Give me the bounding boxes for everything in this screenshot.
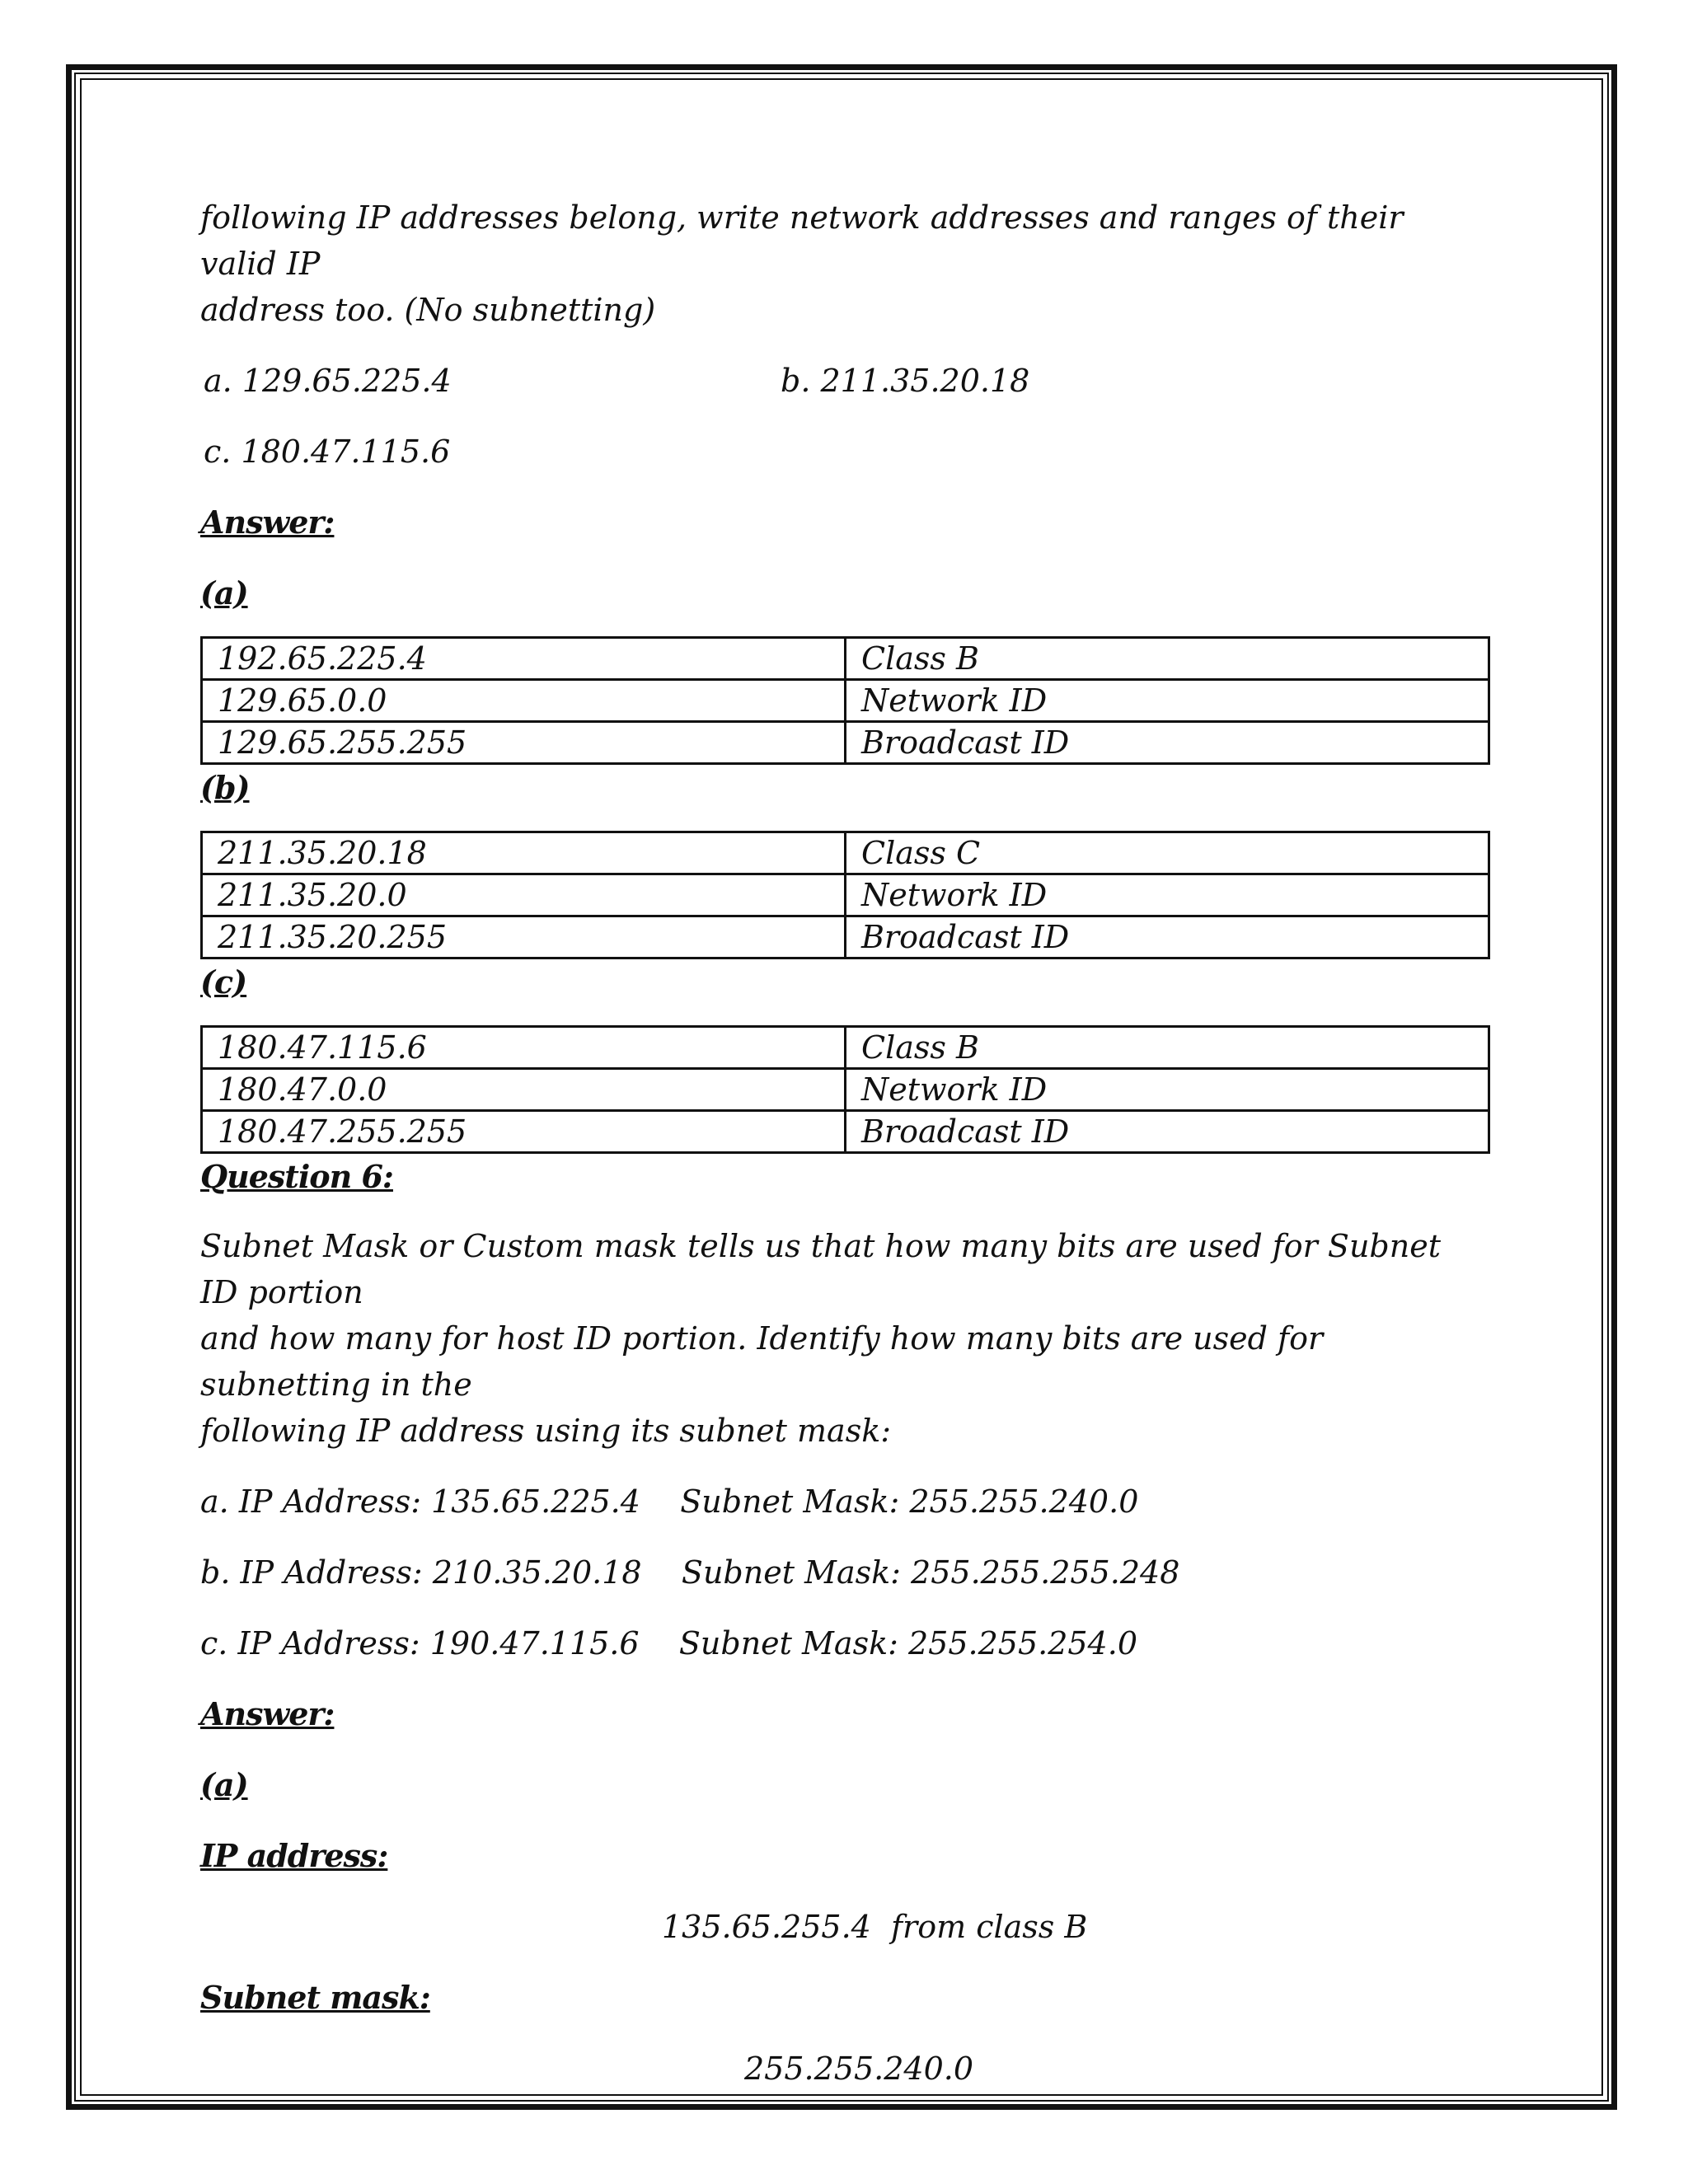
table-cell: Broadcast ID	[846, 916, 1489, 958]
subnet-mask-heading: Subnet mask:	[200, 1979, 430, 2016]
table-row	[202, 1069, 1489, 1111]
question-6-line-3: following IP address using its subnet mask:	[200, 1413, 892, 1449]
intro-line-1: following IP addresses belong, write network addresses and ranges of their valid IP	[200, 199, 1404, 282]
table-cell: 180.47.115.6	[202, 1027, 846, 1069]
table-cell: 192.65.225.4	[202, 638, 846, 680]
table-cell: 180.47.255.255	[202, 1111, 846, 1153]
table-row	[202, 832, 1489, 874]
part-a-label: (a)	[200, 574, 248, 612]
table-cell: Broadcast ID	[846, 722, 1489, 764]
table-part-c	[200, 1025, 1490, 1154]
table-row	[202, 1027, 1489, 1069]
table-row	[202, 1111, 1489, 1153]
subnet-mask-value: 255.255.240.0	[744, 2050, 974, 2087]
table-cell: 180.47.0.0	[202, 1069, 846, 1111]
table-part-b	[200, 831, 1490, 959]
q6-item-c: c. IP Address: 190.47.115.6 Subnet Mask: 255.255.254.0	[200, 1625, 1137, 1661]
intro-line-2: address too. (No subnetting)	[200, 292, 656, 328]
ip-address-heading: IP address:	[200, 1837, 388, 1874]
document-content	[200, 194, 1486, 2092]
table-row	[202, 680, 1489, 722]
question-6-heading: Question 6:	[200, 1158, 393, 1195]
table-cell: 129.65.255.255	[202, 722, 846, 764]
table-row	[202, 916, 1489, 958]
table-cell: 129.65.0.0	[202, 680, 846, 722]
q6-item-a: a. IP Address: 135.65.225.4 Subnet Mask: 255.255.240.0	[200, 1483, 1139, 1520]
table-cell: Network ID	[846, 1069, 1489, 1111]
part-c-label: (c)	[200, 963, 247, 1001]
answer-heading-1: Answer:	[200, 504, 335, 541]
q5-item-c: c. 180.47.115.6	[204, 434, 451, 470]
ip-address-value: 135.65.255.4 from class B	[662, 1909, 1088, 1945]
table-row	[202, 722, 1489, 764]
table-cell: Broadcast ID	[846, 1111, 1489, 1153]
table-cell: 211.35.20.18	[202, 832, 846, 874]
answer-heading-2: Answer:	[200, 1695, 335, 1732]
q5-item-a: a. 129.65.225.4	[204, 363, 452, 399]
table-cell: 211.35.20.255	[202, 916, 846, 958]
table-cell: Class C	[846, 832, 1489, 874]
table-cell: Class B	[846, 1027, 1489, 1069]
table-row	[202, 874, 1489, 916]
table-cell: 211.35.20.0	[202, 874, 846, 916]
q5-items-row-1	[200, 358, 1486, 404]
answer-2-part-a-label: (a)	[200, 1766, 248, 1803]
part-b-label: (b)	[200, 769, 250, 806]
table-cell: Network ID	[846, 874, 1489, 916]
table-row	[202, 638, 1489, 680]
table-cell: Network ID	[846, 680, 1489, 722]
q6-item-b: b. IP Address: 210.35.20.18 Subnet Mask: 255.255.255.248	[200, 1554, 1180, 1591]
question-6-line-2: and how many for host ID portion. Identify how many bits are used for subnetting in the	[200, 1320, 1324, 1403]
table-cell: Class B	[846, 638, 1489, 680]
q5-item-b: b. 211.35.20.18	[781, 363, 1030, 399]
table-part-a	[200, 636, 1490, 765]
question-6-line-1: Subnet Mask or Custom mask tells us that how many bits are used for Subnet ID portion	[200, 1228, 1441, 1310]
